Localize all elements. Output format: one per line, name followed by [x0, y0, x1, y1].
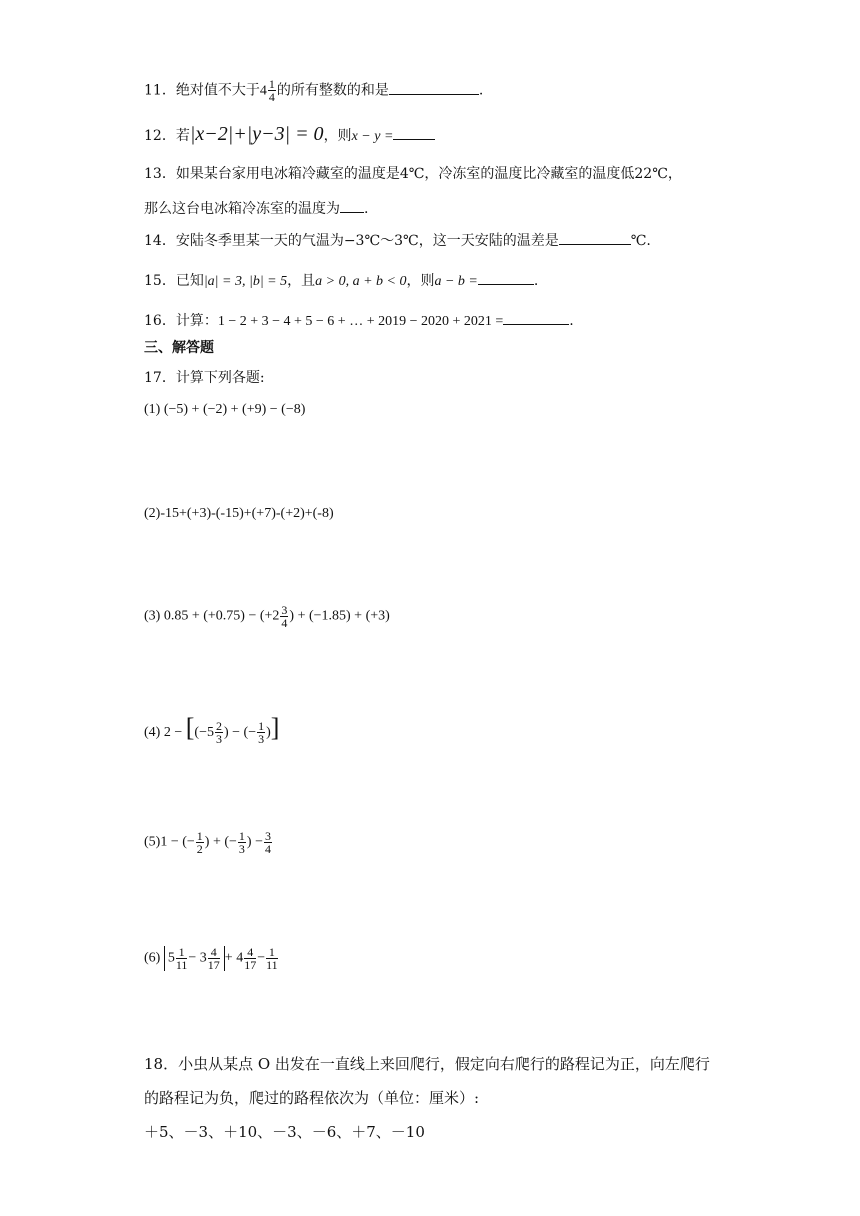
section-heading: 三、解答题	[144, 340, 214, 356]
q16-expression: 1 − 2 + 3 − 4 + 5 − 6 + … + 2019 − 2020 + 2021 =	[217, 314, 504, 329]
q17-p3-pre: (3) 0.85 + (+0.75) − (+2	[144, 608, 280, 624]
q17-part-2: (2)-15+(+3)-(-15)+(+7)-(+2)+(-8)	[144, 506, 334, 521]
q18-line-1: 18．小虫从某点 O 出发在一直线上来回爬行，假定向右爬行的路程记为正，向左爬行	[144, 1055, 710, 1073]
q17-p4-a: (−5	[194, 725, 214, 740]
q17-p6-frac-3-den: 17	[244, 958, 257, 972]
q15-answer-blank[interactable]	[478, 270, 534, 285]
q17-part-6	[144, 946, 279, 971]
question-11	[144, 78, 483, 103]
q17-part-5	[144, 830, 273, 855]
q17-p5-frac-1	[196, 830, 204, 855]
q17-p4-c: )	[266, 725, 271, 740]
q17-p5-frac-2	[238, 830, 246, 855]
q17-p4-frac-1-num: 2	[215, 719, 222, 734]
question-13-line-1	[144, 164, 682, 184]
q14-unit: ℃.	[630, 233, 651, 249]
q15-number: 15．已知	[144, 273, 204, 289]
q11-frac-num: 1	[268, 77, 275, 91]
q16-end: .	[569, 313, 574, 329]
q13-number: 13．	[144, 166, 176, 182]
q17-p5-b: ) + (−	[204, 834, 237, 850]
q15-condition-2: a > 0, a + b < 0	[315, 274, 407, 289]
q17-p4-frac-1-den: 3	[215, 732, 222, 747]
q17-p6-frac-4-num: 1	[266, 946, 278, 959]
q11-number: 11．	[144, 82, 176, 99]
q16-number: 16．计算：	[144, 313, 218, 329]
question-16	[144, 310, 574, 332]
q17-part-3	[144, 604, 390, 629]
q17-p4-frac-1	[215, 720, 223, 745]
q14-text: 安陆冬季里某一天的气温为−3℃～3℃，这一天安陆的温差是	[175, 233, 559, 249]
q13-end: .	[364, 201, 369, 217]
q17-p5-frac-1-den: 2	[196, 842, 203, 856]
q14-answer-blank[interactable]	[559, 230, 631, 245]
q17-p6-frac-4-den: 11	[266, 958, 278, 972]
q17-p4-left-bracket: [	[185, 713, 195, 742]
q15-expression: a − b =	[434, 274, 478, 289]
q17-p5-frac-2-den: 3	[238, 842, 245, 856]
question-12	[144, 124, 435, 147]
q17-p6-frac-2	[208, 946, 220, 971]
q17-p6-frac-1-den: 11	[175, 958, 188, 972]
q17-p4-right-bracket: ]	[270, 713, 280, 742]
q17-title: 17．计算下列各题:	[144, 370, 265, 386]
q17-p3-fraction	[280, 604, 288, 629]
q11-answer-blank[interactable]	[389, 80, 479, 95]
q17-p5-frac-3-den: 4	[264, 842, 271, 856]
q17-p6-frac-1-num: 1	[176, 946, 188, 959]
q17-p4-frac-2-num: 1	[258, 719, 265, 734]
q17-p3-frac-num: 3	[281, 603, 288, 617]
q18-line-3: ＋5、－3、＋10、－3、－6、＋7、－10	[144, 1123, 425, 1141]
q17-p4-b: ) − (−	[223, 725, 257, 740]
q17-p4-frac-2	[257, 720, 265, 745]
q12-then: ，则	[323, 128, 352, 144]
q12-expression-2: x − y =	[351, 129, 394, 144]
q17-p4-frac-2-den: 3	[258, 732, 265, 747]
q17-p5-frac-3-num: 3	[264, 829, 271, 843]
q18-line-2: 的路程记为负，爬过的路程依次为（单位：厘米）:	[144, 1089, 480, 1107]
q17-p6-after: + 4	[224, 950, 244, 966]
q17-p5-frac-2-num: 1	[238, 829, 245, 843]
q11-end: .	[478, 82, 484, 99]
q15-and: ，且	[287, 273, 316, 289]
q17-p4-pre: (4) 2 −	[144, 725, 183, 740]
q17-p6-end: −	[257, 950, 266, 966]
question-15	[144, 270, 538, 292]
q11-fraction	[268, 78, 276, 103]
q13-text-1: 如果某台家用电冰箱冷藏室的温度是4℃，冷冻室的温度比冷藏室的温度低22℃，	[175, 166, 682, 182]
q15-then: ，则	[406, 273, 435, 289]
q12-expression: |x−2|+|y−3| = 0	[189, 123, 324, 145]
q12-answer-blank[interactable]	[393, 125, 435, 140]
q17-p6-absolute-value	[164, 946, 225, 971]
q17-p3-post: ) + (−1.85) + (+3)	[289, 608, 390, 624]
q17-p6-mid: − 3	[188, 950, 207, 966]
q17-p5-frac-1-num: 1	[196, 829, 203, 843]
q11-whole: 4	[259, 83, 267, 99]
q17-p6-frac-2-num: 4	[208, 946, 220, 959]
q17-p6-frac-3-num: 4	[244, 946, 256, 959]
q17-p6-frac-3	[244, 946, 256, 971]
q17-p5-pre: (5)1 − (−	[144, 834, 195, 850]
q16-answer-blank[interactable]	[503, 310, 569, 325]
q11-frac-den: 4	[268, 90, 275, 104]
q17-p6-pre: (6)	[144, 950, 161, 966]
q17-p6-frac-2-den: 17	[207, 958, 220, 972]
q17-p6-frac-4	[266, 946, 278, 971]
q17-p5-frac-3	[264, 830, 272, 855]
question-13-line-2	[144, 198, 368, 219]
q11-post: 的所有整数的和是	[276, 82, 389, 99]
q17-p5-c: ) −	[246, 834, 263, 850]
q13-answer-blank[interactable]	[340, 198, 364, 213]
q15-condition-1: |a| = 3, |b| = 5	[203, 274, 288, 289]
q15-end: .	[533, 273, 539, 289]
q17-p3-frac-den: 4	[281, 616, 288, 630]
q11-pre: 绝对值不大于	[175, 82, 260, 99]
q17-p6-frac-1	[176, 946, 188, 971]
q17-p6-whole-1: 5	[167, 950, 175, 966]
q12-number: 12．若	[144, 128, 190, 144]
q14-number: 14．	[144, 233, 176, 249]
question-14	[144, 230, 651, 251]
q17-part-4	[144, 713, 280, 747]
q13-text-2: 那么这台电冰箱冷冻室的温度为	[144, 201, 340, 217]
q17-part-1: (1) (−5) + (−2) + (+9) − (−8)	[144, 402, 306, 417]
